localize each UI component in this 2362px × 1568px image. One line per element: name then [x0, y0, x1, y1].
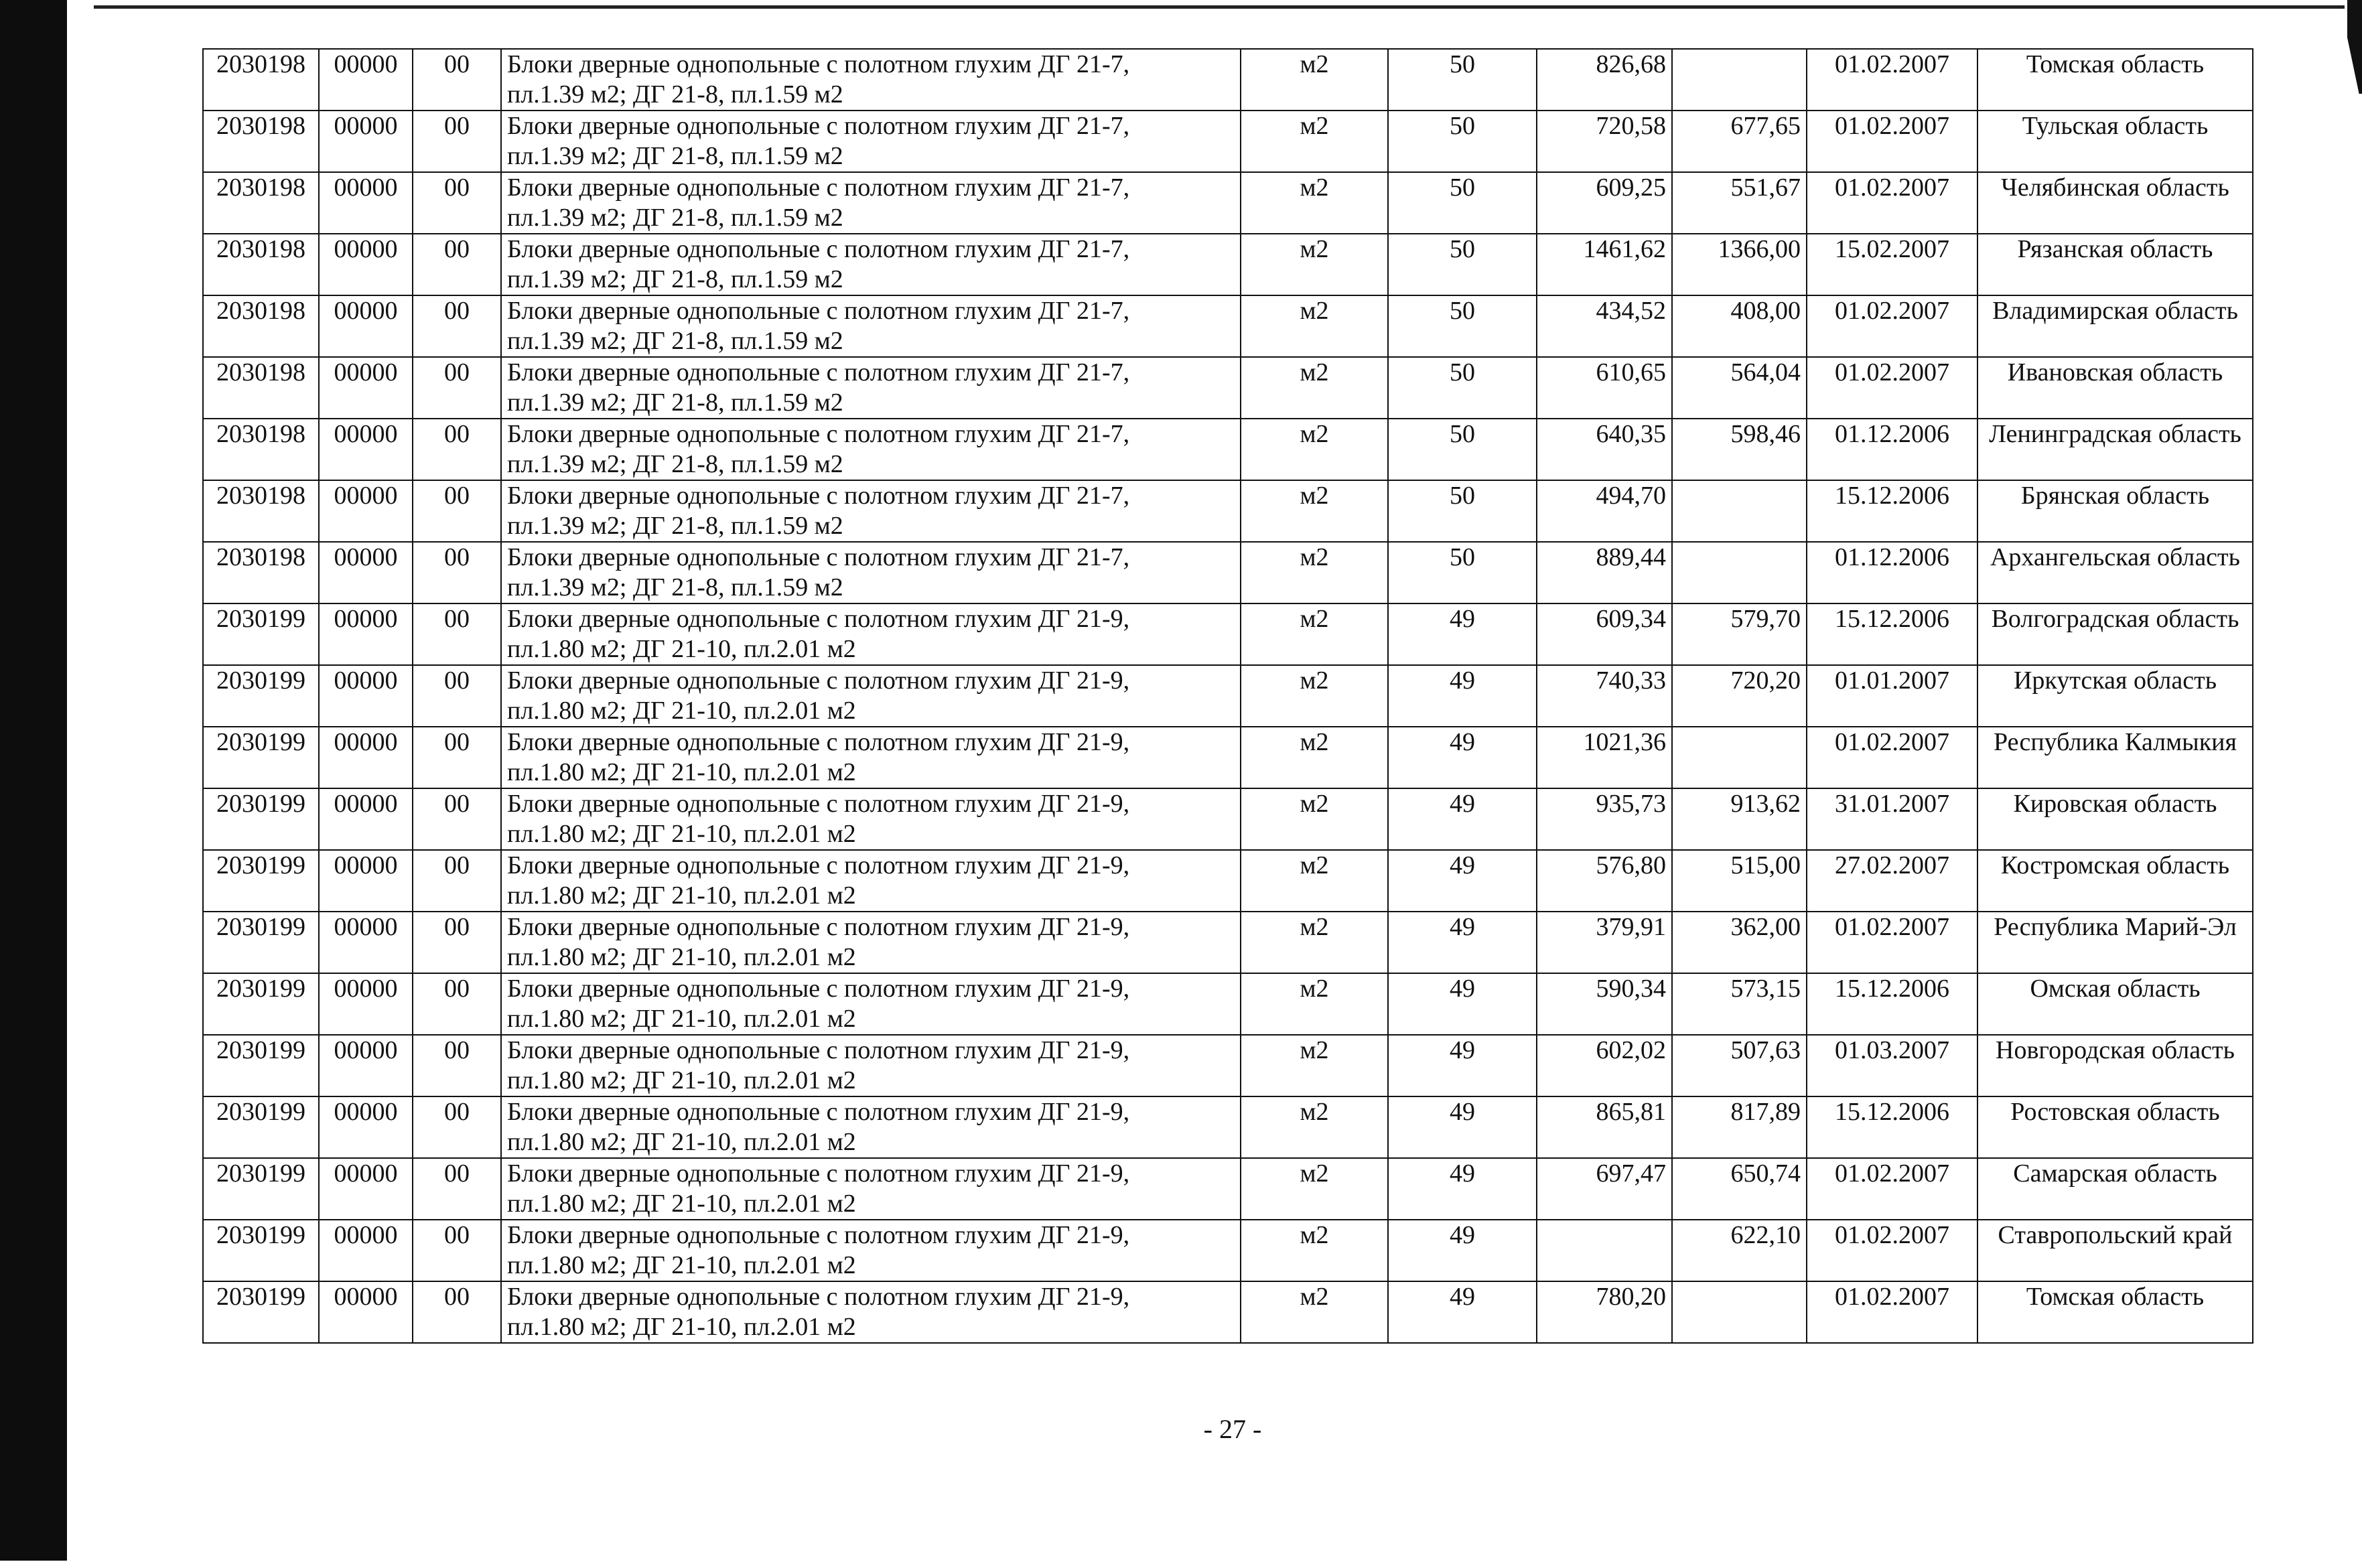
region-cell: Ростовская область [1977, 1096, 2253, 1158]
price-alt-cell: 579,70 [1672, 603, 1807, 665]
unit-cell: м2 [1241, 973, 1388, 1035]
price-cell: 576,80 [1537, 850, 1672, 912]
table-row [203, 295, 2253, 357]
table-row [203, 850, 2253, 912]
count-cell: 50 [1388, 419, 1537, 480]
unit-cell: м2 [1241, 850, 1388, 912]
unit-cell: м2 [1241, 542, 1388, 603]
unit-cell: м2 [1241, 603, 1388, 665]
date-cell: 01.02.2007 [1807, 111, 1977, 172]
code-cell: 2030199 [203, 1158, 319, 1220]
description-cell [501, 172, 1241, 234]
count-cell: 49 [1388, 1035, 1537, 1096]
table-row [203, 419, 2253, 480]
subcode2-cell: 00 [413, 1220, 501, 1281]
description-line-1: Блоки дверные однопольные с полотном глухим ДГ 21-9, [507, 790, 1130, 818]
description-cell [501, 1035, 1241, 1096]
region-cell: Архангельская область [1977, 542, 2253, 603]
description-line-1: Блоки дверные однопольные с полотном глухим ДГ 21-9, [507, 913, 1130, 941]
description-line-2: пл.1.39 м2; ДГ 21-8, пл.1.59 м2 [507, 512, 843, 540]
unit-cell: м2 [1241, 665, 1388, 727]
description-line-2: пл.1.80 м2; ДГ 21-10, пл.2.01 м2 [507, 1128, 856, 1156]
description-line-2: пл.1.80 м2; ДГ 21-10, пл.2.01 м2 [507, 943, 856, 971]
description-cell [501, 1220, 1241, 1281]
region-cell: Челябинская область [1977, 172, 2253, 234]
subcode2-cell: 00 [413, 542, 501, 603]
table-row [203, 172, 2253, 234]
price-alt-cell: 1366,00 [1672, 234, 1807, 295]
description-line-2: пл.1.39 м2; ДГ 21-8, пл.1.59 м2 [507, 204, 843, 232]
code-cell: 2030198 [203, 419, 319, 480]
subcode-cell: 00000 [319, 1096, 413, 1158]
price-cell: 494,70 [1537, 480, 1672, 542]
subcode2-cell: 00 [413, 973, 501, 1035]
subcode-cell: 00000 [319, 1158, 413, 1220]
unit-cell: м2 [1241, 1096, 1388, 1158]
date-cell: 01.02.2007 [1807, 49, 1977, 111]
subcode2-cell: 00 [413, 49, 501, 111]
description-cell [501, 603, 1241, 665]
unit-cell: м2 [1241, 295, 1388, 357]
table-row [203, 1281, 2253, 1343]
subcode-cell: 00000 [319, 912, 413, 973]
scan-edge-right [2347, 0, 2362, 94]
code-cell: 2030198 [203, 295, 319, 357]
price-alt-cell: 622,10 [1672, 1220, 1807, 1281]
code-cell: 2030199 [203, 973, 319, 1035]
date-cell: 01.12.2006 [1807, 419, 1977, 480]
date-cell: 01.02.2007 [1807, 1220, 1977, 1281]
unit-cell: м2 [1241, 172, 1388, 234]
count-cell: 49 [1388, 1220, 1537, 1281]
price-cell: 1021,36 [1537, 727, 1672, 788]
price-cell: 697,47 [1537, 1158, 1672, 1220]
table-row [203, 912, 2253, 973]
price-alt-cell: 720,20 [1672, 665, 1807, 727]
date-cell: 15.12.2006 [1807, 973, 1977, 1035]
price-alt-cell: 507,63 [1672, 1035, 1807, 1096]
description-line-1: Блоки дверные однопольные с полотном глухим ДГ 21-7, [507, 112, 1130, 140]
description-line-2: пл.1.39 м2; ДГ 21-8, пл.1.59 м2 [507, 265, 843, 293]
description-line-1: Блоки дверные однопольные с полотном глухим ДГ 21-9, [507, 1221, 1130, 1249]
price-alt-cell: 362,00 [1672, 912, 1807, 973]
subcode2-cell: 00 [413, 1281, 501, 1343]
description-line-2: пл.1.39 м2; ДГ 21-8, пл.1.59 м2 [507, 450, 843, 478]
subcode-cell: 00000 [319, 49, 413, 111]
unit-cell: м2 [1241, 727, 1388, 788]
description-line-2: пл.1.80 м2; ДГ 21-10, пл.2.01 м2 [507, 1313, 856, 1341]
price-alt-cell: 817,89 [1672, 1096, 1807, 1158]
count-cell: 49 [1388, 912, 1537, 973]
table-row [203, 111, 2253, 172]
description-line-1: Блоки дверные однопольные с полотном глухим ДГ 21-7, [507, 358, 1130, 386]
subcode-cell: 00000 [319, 1035, 413, 1096]
table-row [203, 49, 2253, 111]
date-cell: 01.02.2007 [1807, 727, 1977, 788]
table-row [203, 665, 2253, 727]
unit-cell: м2 [1241, 1220, 1388, 1281]
page-number: - 27 - [1203, 1414, 1262, 1444]
price-cell: 610,65 [1537, 357, 1672, 419]
description-line-2: пл.1.80 м2; ДГ 21-10, пл.2.01 м2 [507, 881, 856, 910]
count-cell: 50 [1388, 357, 1537, 419]
region-cell: Омская область [1977, 973, 2253, 1035]
description-line-1: Блоки дверные однопольные с полотном глухим ДГ 21-7, [507, 482, 1130, 510]
code-cell: 2030199 [203, 850, 319, 912]
price-table [202, 48, 2253, 1344]
code-cell: 2030199 [203, 912, 319, 973]
region-cell: Костромская область [1977, 850, 2253, 912]
subcode2-cell: 00 [413, 295, 501, 357]
unit-cell: м2 [1241, 1281, 1388, 1343]
description-cell [501, 419, 1241, 480]
subcode-cell: 00000 [319, 788, 413, 850]
subcode-cell: 00000 [319, 603, 413, 665]
unit-cell: м2 [1241, 1158, 1388, 1220]
region-cell: Волгоградская область [1977, 603, 2253, 665]
price-alt-cell: 598,46 [1672, 419, 1807, 480]
description-line-1: Блоки дверные однопольные с полотном глухим ДГ 21-7, [507, 420, 1130, 448]
count-cell: 50 [1388, 480, 1537, 542]
subcode2-cell: 00 [413, 234, 501, 295]
description-line-1: Блоки дверные однопольные с полотном глухим ДГ 21-9, [507, 975, 1130, 1003]
date-cell: 15.12.2006 [1807, 480, 1977, 542]
date-cell: 01.02.2007 [1807, 1281, 1977, 1343]
unit-cell: м2 [1241, 419, 1388, 480]
table-row [203, 1096, 2253, 1158]
price-cell: 720,58 [1537, 111, 1672, 172]
price-alt-cell [1672, 1281, 1807, 1343]
code-cell: 2030199 [203, 1281, 319, 1343]
code-cell: 2030198 [203, 357, 319, 419]
description-cell [501, 850, 1241, 912]
description-line-2: пл.1.39 м2; ДГ 21-8, пл.1.59 м2 [507, 388, 843, 417]
description-cell [501, 1096, 1241, 1158]
description-line-2: пл.1.80 м2; ДГ 21-10, пл.2.01 м2 [507, 1066, 856, 1094]
count-cell: 49 [1388, 603, 1537, 665]
date-cell: 01.02.2007 [1807, 1158, 1977, 1220]
description-line-1: Блоки дверные однопольные с полотном глухим ДГ 21-9, [507, 1159, 1130, 1188]
subcode2-cell: 00 [413, 665, 501, 727]
description-line-2: пл.1.39 м2; ДГ 21-8, пл.1.59 м2 [507, 573, 843, 601]
price-alt-cell: 677,65 [1672, 111, 1807, 172]
region-cell: Республика Калмыкия [1977, 727, 2253, 788]
price-cell: 640,35 [1537, 419, 1672, 480]
subcode2-cell: 00 [413, 1158, 501, 1220]
code-cell: 2030198 [203, 172, 319, 234]
price-cell: 602,02 [1537, 1035, 1672, 1096]
region-cell: Рязанская область [1977, 234, 2253, 295]
code-cell: 2030198 [203, 542, 319, 603]
region-cell: Кировская область [1977, 788, 2253, 850]
subcode2-cell: 00 [413, 788, 501, 850]
price-alt-cell: 551,67 [1672, 172, 1807, 234]
region-cell: Тульская область [1977, 111, 2253, 172]
price-cell: 434,52 [1537, 295, 1672, 357]
description-cell [501, 542, 1241, 603]
description-line-2: пл.1.80 м2; ДГ 21-10, пл.2.01 м2 [507, 1005, 856, 1033]
description-cell [501, 727, 1241, 788]
subcode-cell: 00000 [319, 850, 413, 912]
table-row [203, 234, 2253, 295]
subcode-cell: 00000 [319, 727, 413, 788]
description-cell [501, 912, 1241, 973]
region-cell: Томская область [1977, 49, 2253, 111]
description-line-2: пл.1.80 м2; ДГ 21-10, пл.2.01 м2 [507, 697, 856, 725]
description-line-1: Блоки дверные однопольные с полотном глухим ДГ 21-9, [507, 666, 1130, 695]
description-line-1: Блоки дверные однопольные с полотном глухим ДГ 21-7, [507, 173, 1130, 202]
description-cell [501, 973, 1241, 1035]
table-row [203, 1035, 2253, 1096]
date-cell: 01.03.2007 [1807, 1035, 1977, 1096]
description-line-1: Блоки дверные однопольные с полотном глухим ДГ 21-7, [507, 543, 1130, 571]
code-cell: 2030198 [203, 480, 319, 542]
count-cell: 50 [1388, 172, 1537, 234]
description-line-1: Блоки дверные однопольные с полотном глухим ДГ 21-7, [507, 50, 1130, 78]
code-cell: 2030198 [203, 111, 319, 172]
description-line-1: Блоки дверные однопольные с полотном глухим ДГ 21-9, [507, 1036, 1130, 1064]
description-cell [501, 111, 1241, 172]
table-row [203, 603, 2253, 665]
subcode-cell: 00000 [319, 172, 413, 234]
subcode-cell: 00000 [319, 1220, 413, 1281]
region-cell: Иркутская область [1977, 665, 2253, 727]
date-cell: 15.12.2006 [1807, 1096, 1977, 1158]
code-cell: 2030199 [203, 665, 319, 727]
table-row [203, 788, 2253, 850]
date-cell: 01.02.2007 [1807, 912, 1977, 973]
code-cell: 2030199 [203, 1096, 319, 1158]
count-cell: 49 [1388, 973, 1537, 1035]
description-cell [501, 1281, 1241, 1343]
code-cell: 2030199 [203, 1035, 319, 1096]
subcode2-cell: 00 [413, 1035, 501, 1096]
code-cell: 2030199 [203, 788, 319, 850]
subcode2-cell: 00 [413, 111, 501, 172]
description-line-1: Блоки дверные однопольные с полотном глухим ДГ 21-7, [507, 235, 1130, 263]
table-row [203, 1158, 2253, 1220]
region-cell: Владимирская область [1977, 295, 2253, 357]
price-cell: 935,73 [1537, 788, 1672, 850]
code-cell: 2030199 [203, 1220, 319, 1281]
price-cell: 865,81 [1537, 1096, 1672, 1158]
subcode-cell: 00000 [319, 419, 413, 480]
subcode-cell: 00000 [319, 480, 413, 542]
table-row [203, 542, 2253, 603]
price-cell: 379,91 [1537, 912, 1672, 973]
subcode-cell: 00000 [319, 111, 413, 172]
region-cell: Томская область [1977, 1281, 2253, 1343]
price-cell: 780,20 [1537, 1281, 1672, 1343]
subcode-cell: 00000 [319, 295, 413, 357]
price-alt-cell [1672, 480, 1807, 542]
description-line-2: пл.1.80 м2; ДГ 21-10, пл.2.01 м2 [507, 1190, 856, 1218]
table-row [203, 357, 2253, 419]
table-row [203, 480, 2253, 542]
description-line-1: Блоки дверные однопольные с полотном глухим ДГ 21-9, [507, 605, 1130, 633]
region-cell: Ивановская область [1977, 357, 2253, 419]
subcode2-cell: 00 [413, 603, 501, 665]
description-line-1: Блоки дверные однопольные с полотном глухим ДГ 21-9, [507, 1283, 1130, 1311]
region-cell: Самарская область [1977, 1158, 2253, 1220]
description-cell [501, 480, 1241, 542]
date-cell: 15.12.2006 [1807, 603, 1977, 665]
unit-cell: м2 [1241, 912, 1388, 973]
description-line-1: Блоки дверные однопольные с полотном глухим ДГ 21-9, [507, 1098, 1130, 1126]
unit-cell: м2 [1241, 1035, 1388, 1096]
description-line-1: Блоки дверные однопольные с полотном глухим ДГ 21-7, [507, 297, 1130, 325]
unit-cell: м2 [1241, 234, 1388, 295]
table-body [203, 49, 2253, 1343]
subcode-cell: 00000 [319, 542, 413, 603]
subcode2-cell: 00 [413, 357, 501, 419]
price-alt-cell: 913,62 [1672, 788, 1807, 850]
description-cell [501, 234, 1241, 295]
count-cell: 50 [1388, 49, 1537, 111]
price-alt-cell: 573,15 [1672, 973, 1807, 1035]
subcode-cell: 00000 [319, 973, 413, 1035]
price-alt-cell [1672, 542, 1807, 603]
date-cell: 31.01.2007 [1807, 788, 1977, 850]
description-cell [501, 1158, 1241, 1220]
subcode2-cell: 00 [413, 1096, 501, 1158]
code-cell: 2030198 [203, 234, 319, 295]
table-row [203, 973, 2253, 1035]
price-cell: 609,25 [1537, 172, 1672, 234]
description-line-2: пл.1.39 м2; ДГ 21-8, пл.1.59 м2 [507, 80, 843, 109]
count-cell: 49 [1388, 1096, 1537, 1158]
subcode-cell: 00000 [319, 1281, 413, 1343]
count-cell: 50 [1388, 295, 1537, 357]
price-cell [1537, 1220, 1672, 1281]
description-cell [501, 665, 1241, 727]
description-line-2: пл.1.39 м2; ДГ 21-8, пл.1.59 м2 [507, 142, 843, 170]
description-line-2: пл.1.80 м2; ДГ 21-10, пл.2.01 м2 [507, 820, 856, 848]
description-line-2: пл.1.39 м2; ДГ 21-8, пл.1.59 м2 [507, 327, 843, 355]
date-cell: 27.02.2007 [1807, 850, 1977, 912]
price-alt-cell: 564,04 [1672, 357, 1807, 419]
table-row [203, 1220, 2253, 1281]
count-cell: 49 [1388, 788, 1537, 850]
subcode2-cell: 00 [413, 480, 501, 542]
subcode-cell: 00000 [319, 234, 413, 295]
price-alt-cell: 650,74 [1672, 1158, 1807, 1220]
unit-cell: м2 [1241, 788, 1388, 850]
region-cell: Ленинградская область [1977, 419, 2253, 480]
price-alt-cell [1672, 49, 1807, 111]
table-row [203, 727, 2253, 788]
unit-cell: м2 [1241, 49, 1388, 111]
count-cell: 49 [1388, 1158, 1537, 1220]
price-alt-cell: 408,00 [1672, 295, 1807, 357]
subcode2-cell: 00 [413, 419, 501, 480]
code-cell: 2030199 [203, 727, 319, 788]
subcode2-cell: 00 [413, 172, 501, 234]
price-cell: 740,33 [1537, 665, 1672, 727]
date-cell: 01.02.2007 [1807, 172, 1977, 234]
description-line-2: пл.1.80 м2; ДГ 21-10, пл.2.01 м2 [507, 758, 856, 786]
count-cell: 49 [1388, 665, 1537, 727]
price-alt-cell: 515,00 [1672, 850, 1807, 912]
date-cell: 01.02.2007 [1807, 295, 1977, 357]
count-cell: 49 [1388, 1281, 1537, 1343]
description-cell [501, 357, 1241, 419]
date-cell: 01.12.2006 [1807, 542, 1977, 603]
subcode2-cell: 00 [413, 912, 501, 973]
count-cell: 49 [1388, 850, 1537, 912]
subcode-cell: 00000 [319, 357, 413, 419]
description-line-1: Блоки дверные однопольные с полотном глухим ДГ 21-9, [507, 851, 1130, 879]
subcode2-cell: 00 [413, 727, 501, 788]
unit-cell: м2 [1241, 480, 1388, 542]
scan-edge-left [0, 0, 67, 1561]
description-line-2: пл.1.80 м2; ДГ 21-10, пл.2.01 м2 [507, 635, 856, 663]
region-cell: Новгородская область [1977, 1035, 2253, 1096]
region-cell: Ставропольский край [1977, 1220, 2253, 1281]
date-cell: 01.01.2007 [1807, 665, 1977, 727]
description-line-1: Блоки дверные однопольные с полотном глухим ДГ 21-9, [507, 728, 1130, 756]
region-cell: Республика Марий-Эл [1977, 912, 2253, 973]
date-cell: 01.02.2007 [1807, 357, 1977, 419]
description-cell [501, 49, 1241, 111]
subcode2-cell: 00 [413, 850, 501, 912]
unit-cell: м2 [1241, 357, 1388, 419]
price-cell: 826,68 [1537, 49, 1672, 111]
count-cell: 50 [1388, 234, 1537, 295]
unit-cell: м2 [1241, 111, 1388, 172]
price-cell: 889,44 [1537, 542, 1672, 603]
count-cell: 49 [1388, 727, 1537, 788]
price-cell: 609,34 [1537, 603, 1672, 665]
price-cell: 1461,62 [1537, 234, 1672, 295]
description-cell [501, 788, 1241, 850]
description-cell [501, 295, 1241, 357]
price-cell: 590,34 [1537, 973, 1672, 1035]
count-cell: 50 [1388, 111, 1537, 172]
price-alt-cell [1672, 727, 1807, 788]
code-cell: 2030199 [203, 603, 319, 665]
code-cell: 2030198 [203, 49, 319, 111]
region-cell: Брянская область [1977, 480, 2253, 542]
subcode-cell: 00000 [319, 665, 413, 727]
description-line-2: пл.1.80 м2; ДГ 21-10, пл.2.01 м2 [507, 1251, 856, 1279]
scan-edge-top [94, 5, 2345, 9]
count-cell: 50 [1388, 542, 1537, 603]
date-cell: 15.02.2007 [1807, 234, 1977, 295]
